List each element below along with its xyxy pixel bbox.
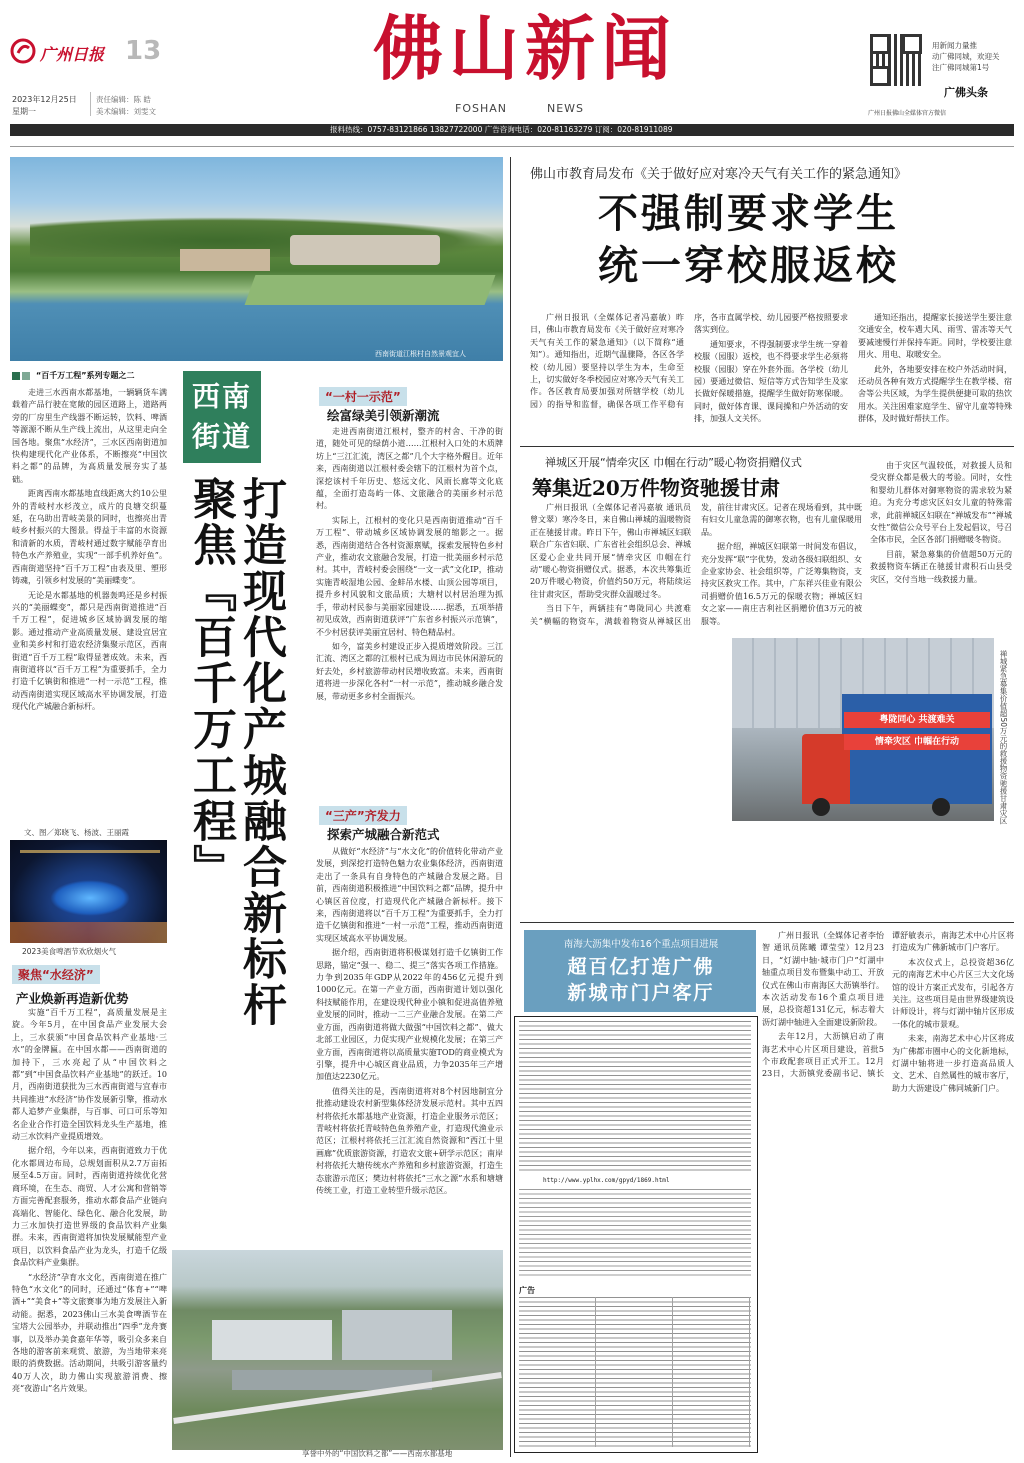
donation-photo-caption: 禅城紧急募集价值超50万元的救援物资驰援甘肃灾区 [999, 650, 1008, 825]
nanhai-headline-2: 新城市门户客厅 [567, 982, 715, 1004]
intro-paragraph: 走进三水西南水都基地，一辆辆货车满载着产品行驶在宽敞的园区道路上，道路两旁的厂房里生产线器不断运转，饮料、啤酒等源源不断从生产线上流出，从这里走向全国各地。聚焦“水经济”，三水区西南街道加快构建现代化产业体系，不断擦亮“中国饮料之都”的品牌，为高质量发展夯实了基础。 [12, 388, 167, 484]
editor-line: 美术编辑：刘雯文 [96, 107, 156, 116]
nanhai-headline-1: 超百亿打造广佛 [567, 956, 715, 978]
river-village-photo [10, 157, 503, 361]
sec1-paragraph: 如今，富美乡村建设正步入提质增效阶段。三江汇流、湾区之都的江根村已成为周边市民休闲游玩的好去处，乡村旅游带动村民增收致富。未来，西南街道将进一步深化各村“一村一示范”，推动城乡融合发展，带动更多乡村全面振兴。 [316, 641, 503, 701]
nanhai-paragraph: 去年12月，大沥镇启动了南海艺术中心片区项目建设，首批5个市政配套项目正式开工。12月23日，大沥镇党委副书记、镇长谭舒敏表示，南海艺术中心片区将打造成为广佛新城市门户客厅。 [762, 931, 1014, 1079]
paper-logo [10, 38, 120, 66]
masthead [0, 0, 1024, 160]
education-headline-1: 不强制要求学生 [598, 190, 899, 237]
donation-kicker: 禅城区开展“情牵灾区 巾帼在行动”暖心物资捐赠仪式 [545, 456, 802, 469]
donation-headline: 筹集近20万件物资驰援甘肃 [532, 476, 780, 500]
education-text [530, 312, 1012, 442]
intro-paragraph: 距离西南水都基地直线距离大约10公里外的青岐村水杉茂立，成片的良塘交织蔓延，在乌助出青岐美景的同时，也擦亮出青岐乡村振兴的大图景。得益于丰富的水资源和清新的水质，青岐村通过数字赋能孕育出特色水产养殖业，实现“一部手机养好鱼”。西南街道坚持“百千万工程”由表及里、塑形铸魂，引领乡村发展的“美丽蝶变”。 [12, 489, 167, 586]
nanhai-paragraph: 本次仪式上，总投资超36亿元的南海艺术中心片区三大文化场馆的设计方案正式发布，引起各方关注。这些项目是由世界级建筑设计师设计，将与灯湖中轴片区形成一体化的城市景观。 [892, 957, 1014, 1029]
paper-logo-icon [10, 38, 36, 64]
truck-banner-2: 情牵灾区 巾帼在行动 [844, 734, 990, 750]
publish-weekday: 星期一 [12, 107, 36, 116]
qr-footer: 广州日报佛山全媒体官方微信 [868, 110, 947, 117]
section-en-right: NEWS [547, 102, 585, 115]
district-tag-text: 西南街道 [191, 380, 252, 453]
aqua-paragraph: 据介绍，今年以来，西南街道致力于优化水都周边布局，总规划面积从2.7万亩拓展至4.5万亩。同时，西南街道持续优化营商环境，在生态、商贸、人才公寓和营销等方面完善配套服务，推动水都食品产业链向高端化、智能化、绿色化、融合化发展，助力三水加快打造世界级的食品饮料产业集群。未来，西南街道将加快发展赋能型产业项目，以饮料食品产业为龙头，打造千亿级食品饮料产业集群。 [12, 1146, 167, 1268]
headline-vertical-2: 聚焦『百千万工程』 [185, 476, 236, 890]
river-village-photo-caption: 西南街道江根村自然景观宜人 [375, 350, 466, 358]
sec2-paragraph: 据介绍，西南街道将积极谋划打造千亿镇街工作思路，锚定“强一、稳二、提三”落实各项工作措施。力争到2035年GDP从2022年的456亿元提升到1000亿元。在第一产业方面，西南街道计划以强化科技赋能作用，在建设现代种业小镇和促进高值养殖业发展的同时，推动一二三产业融合发展。在第二产业方面，西南街道将做大做强“中国饮料之都”、做大北部工业园区，力促实现产业规模化发展；在第三产业方面，西南街道将以高质量实施TOD的商业模式为引擎，提升中心城区商业品质，力争2035年三产增加值达2230亿元。 [316, 948, 503, 1082]
education-paragraph: 此外，各地要安排在校户外活动时间，还动员各种有效方式提醒学生在教学楼、宿舍等公共区域，为学生提供便捷可取的热饮用水。关注困难家庭学生、留守儿童等特殊群体，及时做好帮扶工作。 [858, 364, 1012, 424]
ad-url[interactable]: http://www.yplhx.com/gpyd/1869.html [543, 1177, 670, 1184]
education-paragraph: 通知要求，不得强制要求学生统一穿着校服（园服）返校，也不得要求学生必须将校服（园服）穿在外套外面。各学校（幼儿园）要通过微信、短信等方式告知学生及家长做好保暖措施，提醒学生做好防寒保暖。同时，做好体育课、课间操和户外活动的安排，加强人文关怀。 [694, 339, 848, 424]
sec1-title: 绘富绿美引领新潮流 [327, 408, 440, 423]
section-title: 佛山新闻 [373, 7, 677, 90]
series-label [12, 370, 182, 382]
aqua-text-column [12, 1007, 167, 1455]
qr-text: 用新闻力量推 [932, 41, 977, 50]
ad-title: 广告 [519, 1286, 535, 1295]
aqua-paragraph: 实施“百千万工程”，高质量发展是主旋。今年5月，在中国食品产业发展大会上，三水获颁“中国食品饮料产业基地·三水”的金牌匾。在中国水都——西南街道的加持下，三水亮起了从“中国饮料之都”到“中国食品饮料产业基地”的跃迁。10月，西南街道获批为三水西南街道与宜春市共同推进“水经济”协作发展新引擎，推动水都人追梦产业集群，与百事、可口可乐等知名企业合作打造全国饮料龙头生产基地，推动三水饮料产业提质增效。 [12, 1008, 167, 1142]
legal-notice-ad [514, 1016, 758, 1453]
hotline-text: 报料热线：0757-83121866 13827722000 广告咨询电话：020-81163279 订阅：020-81911089 [330, 125, 673, 134]
nanhai-paragraph: 未来，南海艺术中心片区将成为广佛都市圈中心的文化新地标，灯湖中轴将进一步打造高品质人文、艺术、自然属性的城市客厅，助力大沥建设广佛同城新门户。 [892, 1034, 1014, 1093]
qr-label: 广佛头条 [944, 86, 988, 99]
sec1-paragraph: 走进西南街道江根村，整齐的村舍、干净的街道，随处可见的绿荫小道……江根村入口处的木质牌坊上“三江汇流，湾区之都”几个大字格外醒目。近年来，西南街道以江根村委会辖下的江根村为首个点，深挖该村千年历史、悠远文化、风雨长廊等文化底蕴，全面打造岛屿一体、文旅融合的美丽乡村示范村。 [316, 427, 503, 511]
half-divider [510, 157, 511, 1457]
sec2-paragraph: 值得关注的是，西南街道将对8个村因地制宜分批推动建设农村新型集体经济发展示范村。其中五四村将依托水都基地产业资源，打造企业服务示范区；青岐村将依托青岐特色鱼养殖产业，打造现代渔业示范区；江根村将依托三江汇流自然资源和“西江十里画廊”优质旅游资源，打造农文旅+研学示范区；南岸村将依托大塘传统水产养殖和乡村旅游资源，打造生态旅游示范区；樊边村将依托“三水之源”水系和塘塘传统工业，打造工业转型升级示范区。 [316, 1086, 503, 1195]
qr-text: 动广佛同城，欢迎关 [932, 52, 1000, 61]
donation-paragraph: 目前，紧急募集的价值超50万元的救援物资车辆正在驰援甘肃积石山县受灾区，交付当地一线救援力量。 [870, 549, 1012, 584]
aqua-paragraph: “水经济”孕育水文化，西南街道在推广特色“水文化”的同时，还通过“体育+”“啤酒+”“美食+”等文旅赛事为地方发展注入新动能。据悉，2023佛山三水美食啤酒节在宝塔大公园举办，并联动推出“四季”龙舟赛事，以及举办美食嘉年华等，吸引众多来自各地的游客前来观赏、旅游，为当地带来亮眼的消费数据。活动期间，共吸引游客量约40万人次，助力佛山实现旅游消费、擦亮“夜游山”名片效果。 [12, 1272, 167, 1394]
donation-paragraph: 由于灾区气温较低，对救援人员和受灾群众都是极大的考验。同时，女性和婴幼儿群体对御寒物资的需求较为紧迫。为充分考虑灾区妇女儿童的特殊需求，此前禅城区妇联在“禅城发布”“禅城女性”微信公众号平台上发起倡议，号召全体市民，全区各部门捐赠暖冬物资。 [870, 461, 1012, 545]
donation-paragraph: 据介绍，禅城区妇联第一时间发布倡议，充分发挥“联”字优势，发动各级妇联组织、女企业家协会、社会组织等，广泛筹集物资，支持灾区救灾工作。其中，广东祥兴佳业有限公司捐赠价值16.5万元的保暖衣物；禅城区妇女之家——南庄吉利社区捐赠价值3万元的被服等。 [701, 542, 862, 626]
section-en-left: FOSHAN [455, 102, 507, 115]
education-headline-2: 统一穿校服返校 [598, 242, 899, 289]
night-festival-photo-caption: 2023美食啤酒节欢欣烟火气 [22, 947, 117, 956]
byline: 文、图／郑晓飞、杨波、王丽霞 [24, 828, 129, 837]
donation-truck-photo [732, 638, 994, 821]
education-paragraph: 通知还指出，提醒家长接送学生要注意交通安全，校车遇大风、雨雪、雷冻等天气要减速慢行并保持车距。同时，学校要注意用火、用电、取暖安全。 [858, 313, 1012, 360]
aqua-section-tag: 聚焦“水经济” [12, 965, 100, 984]
series-label-text: “百千万工程”系列专题之二 [36, 371, 135, 380]
donation-text-right [870, 460, 1012, 630]
paper-name: 广州日报 [40, 45, 105, 64]
sec2-paragraph: 从做好“水经济”与“水文化”的价值转化带动产业发展，到深挖打造特色魅力农业集体经济，西南街道走出了一条具有自身特色的产城融合发展之路。目前，西南街道积极推进“中国饮料之都”品牌，提升中心镇区首位度，打造现代化产城融合新标杆。接下来，西南街道将以“百千万工程”为重要抓手，全力打造千亿镇街和推进“一村一示范”工程，推动西南街道实现区域高水平协调发展。 [316, 847, 503, 943]
sec2-tag: “三产”齐发力 [319, 806, 407, 825]
headline-vertical-1: 打造现代化产城融合新标杆 [235, 476, 286, 1028]
donation-paragraph: 广州日报讯（全媒体记者冯嘉敏 通讯员曾文翠）寒冷冬日，来自佛山禅城的温暖物资正在驰援甘肃。昨日下午，佛山市禅城区妇联联合广东省妇联、广东省社会组织总会、禅城区爱心企业共同开展“情牵灾区 巾帼在行动”暖心物资捐赠仪式。据悉，本次共筹集近20万件暖心物资，价值约50万元，将陆续运往甘肃灾区，帮助受灾群众温暖过冬。 [530, 503, 691, 599]
intro-text-column [12, 387, 167, 827]
sec1-text-column [316, 426, 503, 796]
night-festival-photo [10, 840, 167, 943]
aqua-section-title: 产业焕新再造新优势 [16, 991, 129, 1006]
aerial-photo-caption: 享誉中外的“中国饮料之都”——西南水都基地 [302, 1449, 453, 1458]
nanhai-text [762, 930, 1014, 1450]
nanhai-paragraph: 广州日报讯（全媒体记者李怡智 通讯员陈曦 谭莹莹）12月23日，“灯湖中轴·城市门户”灯湖中轴重点项目发布暨集中动工、开放仪式在佛山市南海区大沥镇举行。本次活动发布16个重点项目进展，总投资超131亿元，标志着大沥灯湖中轴进入全面建设新阶段。 [762, 931, 884, 1027]
education-paragraph: 广州日报讯（全媒体记者冯嘉敏）昨日，佛山市教育局发布《关于做好应对寒冷天气有关工作的紧急通知》（以下简称“通知”）。通知指出，近期气温骤降，各区各学校（幼儿园）要坚持以学生为本，生命至上，切实做好冬季校园应对寒冷天气有关工作。各区教育局要加强对所辖学校（幼儿园）的指导和监督，确保各项工作平稳有序，各市直属学校、幼儿园要严格按照要求落实到位。 [530, 313, 848, 409]
education-kicker: 佛山市教育局发布《关于做好应对寒冷天气有关工作的紧急通知》 [530, 167, 908, 182]
sec1-paragraph: 实际上，江根村的变化只是西南街道推动“百千万工程”、带动城乡区域协调发展的缩影之一。据悉，西南街道结合各村资源禀赋，探索发展特色乡村产业，推动农文旅融合发展，打造一批美丽乡村示范村。其中，青岐村委会围绕“一文一武”文化IP，推动实施青岐湿地公园、金蚌吊水楼、山顶公园等项目，提升乡村风貌和文旅品质；大塘村以村居治理为抓手，带动村民参与美丽家园建设……据悉，五项举措初见成效，西南街道获评“广东省乡村振兴示范镇”，不少村居获评美丽宜居村、特色精品村。 [316, 515, 503, 637]
qr-code [870, 34, 922, 86]
truck-banner-1: 粤陇同心 共渡难关 [844, 712, 990, 728]
page-number: 13 [125, 36, 162, 66]
hotline-bar [10, 124, 1014, 136]
intro-paragraph: 无论是水都基地的机器轰鸣还是乡村振兴的“美丽蝶变”，都只是西南街道推进“百千万工程”，促进城乡区域协调发展的缩影。通过推动产业高质量发展、建设宜居宜业和美乡村和打造农经济集聚示范区，西南街道“百千万工程”取得显著成效。未来，西南街道将以“百千万工程”为重要抓手，全力打造千亿镇街和推进“一村一示范”工程，推动西南街道实现区域高水平协调发展，打造现代化产城融合新标杆。 [12, 590, 167, 712]
sec2-title: 探索产城融合新范式 [327, 827, 440, 842]
district-tag [183, 371, 261, 463]
publish-date: 2023年12月25日 [12, 95, 77, 104]
donation-paragraph: 当日下午，两辆挂有“粤陇同心 共渡难关”横幅的物资车，满载着物资从禅城区出发，前往甘肃灾区。记者在现场看到，其中既有妇女儿童急需的御寒衣物，也有儿童保暖用品。 [530, 503, 862, 626]
nanhai-kicker: 南海大沥集中发布16个重点项目进展 [563, 939, 719, 950]
sec2-text-column [316, 846, 503, 1246]
editor-line: 责任编辑：陈 皓 [96, 95, 151, 104]
aerial-industrial-photo [172, 1250, 503, 1450]
sec1-tag: “一村一示范” [319, 387, 407, 406]
qr-text: 注广佛同城第1号 [932, 63, 990, 72]
nanhai-headline-box [524, 930, 756, 1012]
